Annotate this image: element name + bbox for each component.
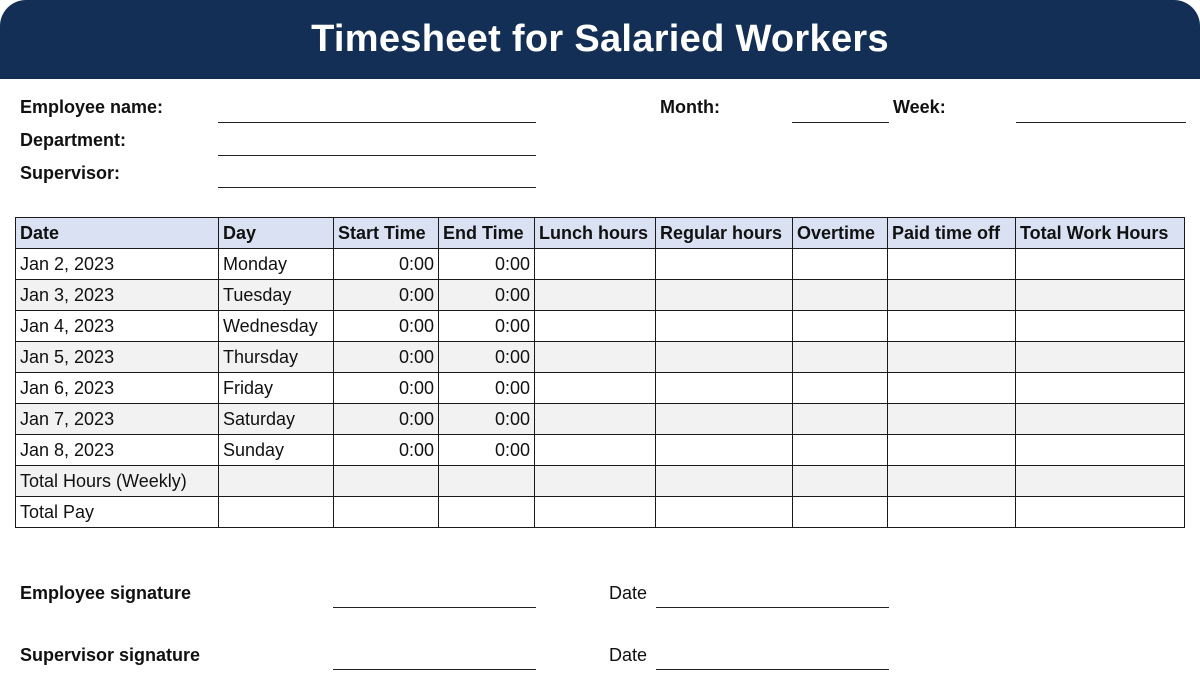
end-time-cell[interactable]: 0:00 (439, 311, 535, 342)
pay-cell[interactable] (793, 497, 888, 528)
date-cell: Jan 8, 2023 (16, 435, 219, 466)
pay-cell[interactable] (334, 497, 439, 528)
lunch-hours-cell[interactable] (535, 280, 656, 311)
end-time-cell[interactable]: 0:00 (439, 342, 535, 373)
total-cell[interactable] (535, 466, 656, 497)
col-total-work-hours: Total Work Hours (1016, 218, 1185, 249)
col-lunch-hours: Lunch hours (535, 218, 656, 249)
lunch-hours-cell[interactable] (535, 373, 656, 404)
week-label: Week: (893, 97, 946, 117)
overtime-cell[interactable] (793, 404, 888, 435)
paid-time-off-cell[interactable] (888, 404, 1016, 435)
col-regular-hours: Regular hours (656, 218, 793, 249)
date-cell: Jan 7, 2023 (16, 404, 219, 435)
start-time-cell[interactable]: 0:00 (334, 311, 439, 342)
regular-hours-cell[interactable] (656, 342, 793, 373)
pay-cell[interactable] (656, 497, 793, 528)
pay-cell[interactable] (219, 497, 334, 528)
employee-signature-label: Employee signature (20, 583, 192, 603)
total-pay-row (16, 497, 1185, 528)
paid-time-off-cell[interactable] (888, 249, 1016, 280)
table-row (16, 249, 1185, 280)
employee-name-field[interactable] (218, 122, 536, 123)
supervisor-signature-label: Supervisor signature (20, 645, 201, 665)
pay-cell[interactable] (888, 497, 1016, 528)
end-time-cell[interactable]: 0:00 (439, 249, 535, 280)
total-work-hours-cell[interactable] (1016, 435, 1185, 466)
start-time-cell[interactable]: 0:00 (334, 404, 439, 435)
table-header-row (16, 218, 1185, 249)
overtime-cell[interactable] (793, 342, 888, 373)
col-day: Day (219, 218, 334, 249)
total-cell[interactable] (334, 466, 439, 497)
supervisor-field[interactable] (218, 187, 536, 188)
pay-cell[interactable] (535, 497, 656, 528)
lunch-hours-cell[interactable] (535, 311, 656, 342)
total-cell[interactable] (219, 466, 334, 497)
pay-cell[interactable] (1016, 497, 1185, 528)
day-cell: Sunday (219, 435, 334, 466)
start-time-cell[interactable]: 0:00 (334, 373, 439, 404)
table-row (16, 311, 1185, 342)
total-hours-row (16, 466, 1185, 497)
day-cell: Thursday (219, 342, 334, 373)
regular-hours-cell[interactable] (656, 249, 793, 280)
lunch-hours-cell[interactable] (535, 435, 656, 466)
day-cell: Friday (219, 373, 334, 404)
total-work-hours-cell[interactable] (1016, 311, 1185, 342)
overtime-cell[interactable] (793, 435, 888, 466)
table-row (16, 373, 1185, 404)
regular-hours-cell[interactable] (656, 404, 793, 435)
employee-name-label: Employee name: (20, 97, 164, 117)
total-work-hours-cell[interactable] (1016, 249, 1185, 280)
start-time-cell[interactable]: 0:00 (334, 249, 439, 280)
total-cell[interactable] (656, 466, 793, 497)
day-cell: Saturday (219, 404, 334, 435)
overtime-cell[interactable] (793, 373, 888, 404)
total-cell[interactable] (439, 466, 535, 497)
table-row (16, 342, 1185, 373)
regular-hours-cell[interactable] (656, 311, 793, 342)
department-label: Department: (20, 130, 127, 150)
col-end-time: End Time (439, 218, 535, 249)
total-cell[interactable] (793, 466, 888, 497)
end-time-cell[interactable]: 0:00 (439, 435, 535, 466)
month-label: Month: (660, 97, 720, 117)
table-row (16, 435, 1185, 466)
table-row (16, 404, 1185, 435)
supervisor-date-label: Date (609, 645, 648, 665)
total-work-hours-cell[interactable] (1016, 280, 1185, 311)
total-cell[interactable] (1016, 466, 1185, 497)
lunch-hours-cell[interactable] (535, 249, 656, 280)
day-cell: Tuesday (219, 280, 334, 311)
start-time-cell[interactable]: 0:00 (334, 342, 439, 373)
timesheet-table (15, 217, 1185, 528)
paid-time-off-cell[interactable] (888, 311, 1016, 342)
total-work-hours-cell[interactable] (1016, 373, 1185, 404)
department-field[interactable] (218, 155, 536, 156)
overtime-cell[interactable] (793, 280, 888, 311)
regular-hours-cell[interactable] (656, 373, 793, 404)
table-row (16, 280, 1185, 311)
start-time-cell[interactable]: 0:00 (334, 435, 439, 466)
day-cell: Wednesday (219, 311, 334, 342)
end-time-cell[interactable]: 0:00 (439, 373, 535, 404)
day-cell: Monday (219, 249, 334, 280)
date-cell: Jan 4, 2023 (16, 311, 219, 342)
regular-hours-cell[interactable] (656, 435, 793, 466)
supervisor-label: Supervisor: (20, 163, 121, 183)
col-paid-time-off: Paid time off (888, 218, 1016, 249)
start-time-cell[interactable]: 0:00 (334, 280, 439, 311)
employee-date-label: Date (609, 583, 648, 603)
col-start-time: Start Time (334, 218, 439, 249)
employee-signature-field[interactable] (333, 607, 536, 608)
date-cell: Jan 6, 2023 (16, 373, 219, 404)
employee-date-field[interactable] (656, 607, 889, 608)
total-pay-label: Total Pay (16, 497, 219, 528)
lunch-hours-cell[interactable] (535, 404, 656, 435)
overtime-cell[interactable] (793, 249, 888, 280)
overtime-cell[interactable] (793, 311, 888, 342)
regular-hours-cell[interactable] (656, 280, 793, 311)
page-title: Timesheet for Salaried Workers (311, 18, 889, 60)
lunch-hours-cell[interactable] (535, 342, 656, 373)
title-banner (0, 0, 1200, 79)
total-work-hours-cell[interactable] (1016, 342, 1185, 373)
total-work-hours-cell[interactable] (1016, 404, 1185, 435)
paid-time-off-cell[interactable] (888, 280, 1016, 311)
supervisor-signature-field[interactable] (333, 669, 536, 670)
paid-time-off-cell[interactable] (888, 435, 1016, 466)
date-cell: Jan 2, 2023 (16, 249, 219, 280)
col-date: Date (16, 218, 219, 249)
pay-cell[interactable] (439, 497, 535, 528)
date-cell: Jan 5, 2023 (16, 342, 219, 373)
month-field[interactable] (792, 122, 889, 123)
end-time-cell[interactable]: 0:00 (439, 404, 535, 435)
paid-time-off-cell[interactable] (888, 342, 1016, 373)
paid-time-off-cell[interactable] (888, 373, 1016, 404)
end-time-cell[interactable]: 0:00 (439, 280, 535, 311)
total-hours-label: Total Hours (Weekly) (16, 466, 219, 497)
col-overtime: Overtime (793, 218, 888, 249)
supervisor-date-field[interactable] (656, 669, 889, 670)
date-cell: Jan 3, 2023 (16, 280, 219, 311)
week-field[interactable] (1016, 122, 1186, 123)
total-cell[interactable] (888, 466, 1016, 497)
